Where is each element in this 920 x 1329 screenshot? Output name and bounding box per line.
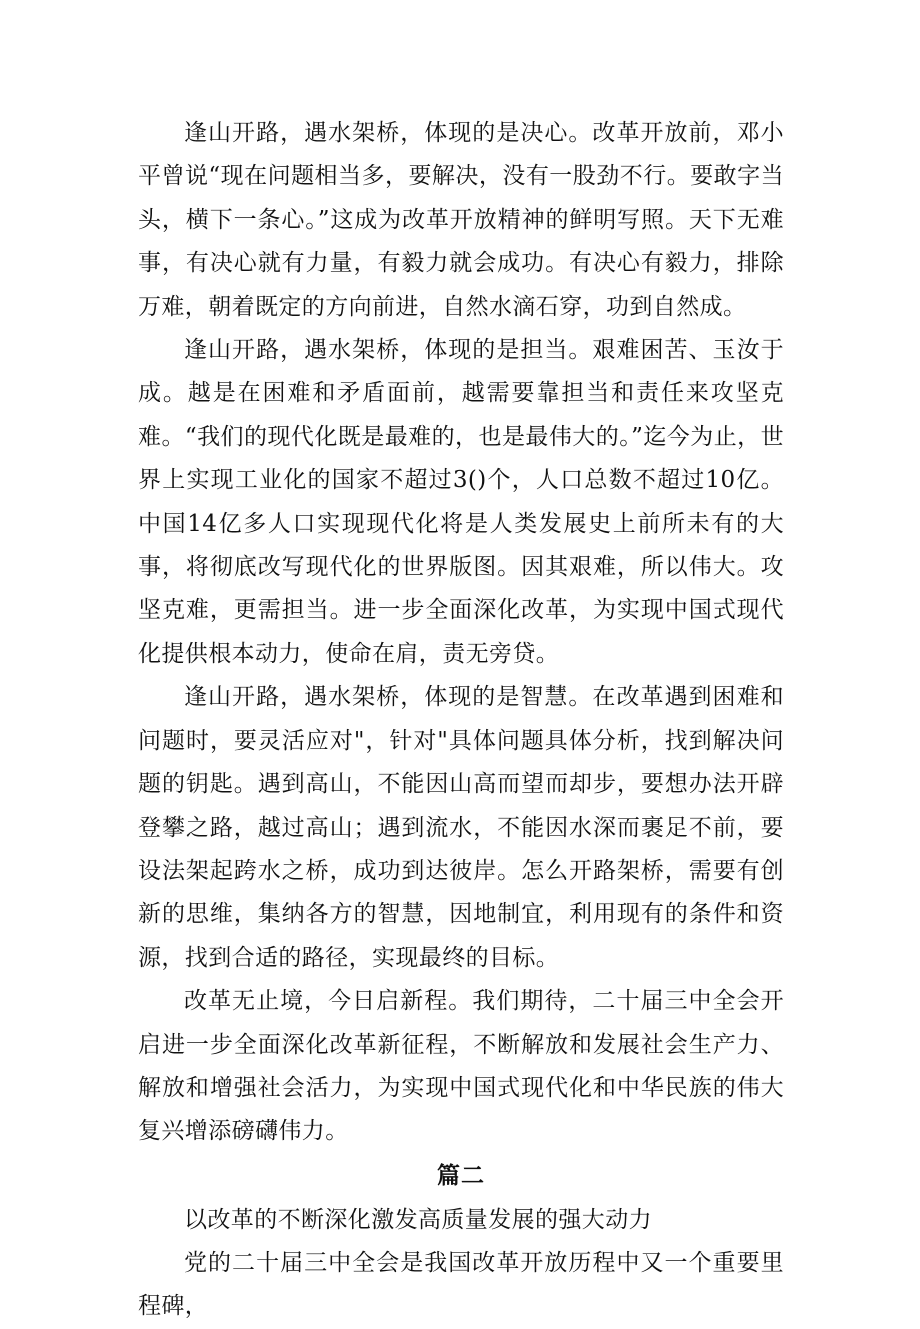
paragraph-section-two-opening: 党的二十届三中全会是我国改革开放历程中又一个重要里程碑，: [138, 1249, 784, 1320]
section-heading: 篇二: [437, 1162, 485, 1189]
paragraph-conclusion: 改革无止境，今日启新程。我们期待，二十届三中全会开启进一步全面深化改革新征程，不断解放和发展社会生产力、解放和增强社会活力，为实现中国式现代化和中华民族的伟大复兴增添磅礴伟力。: [138, 988, 784, 1145]
paragraph-determination: 逢山开路，遇水架桥，体现的是决心。改革开放前，邓小平曾说“现在问题相当多，要解决，没有一股劲不行。要敢字当头，横下一条心。”这成为改革开放精神的鲜明写照。天下无难事，有决心就有力量，有毅力就会成功。有决心有毅力，排除万难，朝着既定的方向前进，自然水滴石穿，功到自然成。: [138, 120, 784, 320]
paragraph-wisdom: 逢山开路，遇水架桥，体现的是智慧。在改革遇到困难和问题时，要灵活应对"，针对"具体问题具体分析，找到解决问题的钥匙。遇到高山，不能因山高而望而却步，要想办法开辟登攀之路，越过高山；遇到流水，不能因水深而裹足不前，要设法架起跨水之桥，成功到达彼岸。怎么开路架桥，需要有创新的思维，集纳各方的智慧，因地制宜，利用现有的条件和资源，找到合适的路径，实现最终的目标。: [138, 684, 784, 971]
paragraph-responsibility: 逢山开路，遇水架桥，体现的是担当。艰难困苦、玉汝于成。越是在困难和矛盾面前，越需要靠担当和责任来攻坚克难。“我们的现代化既是最难的，也是最伟大的。”迄今为止，世界上实现工业化的国家不超过3()个，人口总数不超过10亿。中国14亿多人口实现现代化将是人类发展史上前所未有的大事，将彻底改写现代化的世界版图。因其艰难，所以伟大。攻坚克难，更需担当。进一步全面深化改革，为实现中国式现代化提供根本动力，使命在肩，责无旁贷。: [138, 337, 784, 667]
section-subtitle: 以改革的不断深化激发高质量发展的强大动力: [184, 1206, 652, 1233]
